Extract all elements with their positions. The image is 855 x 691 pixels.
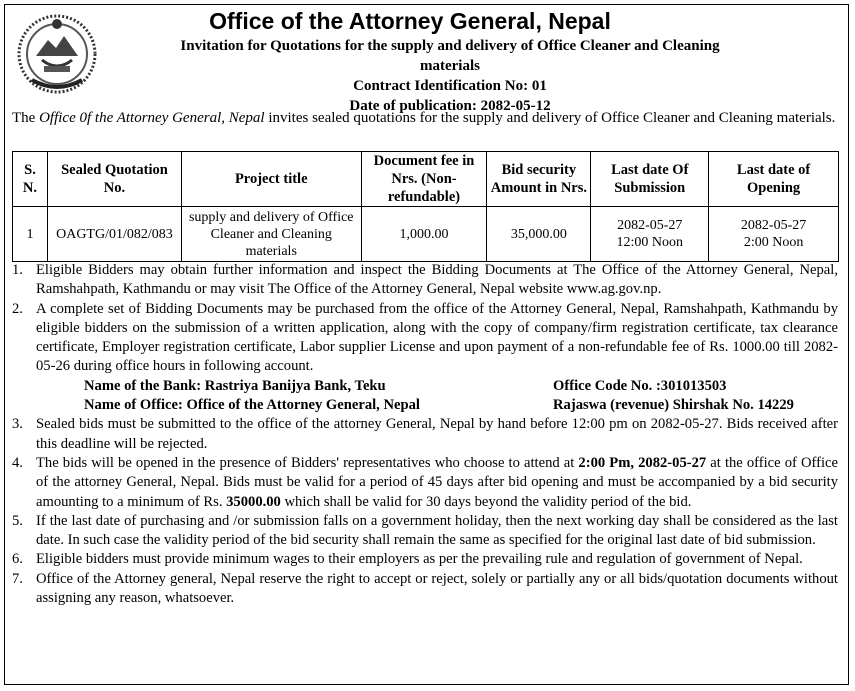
item-text-part: at the office of Office of the attorney General, Nepal. Bids must be valid for a period of 45 days after bid opening and must be accompanied by a bid security amounting to a minimum of Rs. — [36, 454, 839, 510]
cell-bid-security: 35,000.00 — [487, 207, 591, 262]
header-opening-date: Last date of Opening — [709, 152, 839, 207]
cell-opening — [709, 207, 839, 262]
notice-header — [100, 6, 740, 116]
item-text: If the last date of purchasing and /or submission falls on a government holiday, then the next working day shall be considered as the last date. In such case the validity period of the bid security shall remain the same as specified for the original last date of bid submission. — [36, 512, 838, 549]
item-text — [36, 454, 838, 512]
notes-list — [12, 261, 838, 608]
list-item — [12, 550, 838, 569]
list-item — [12, 454, 838, 512]
list-item — [12, 512, 838, 551]
contract-id: Contract Identification No: 01 — [353, 78, 547, 94]
intro-office-name: Office 0f the Attorney General, Nepal — [39, 110, 265, 126]
item-text-part: which shall be valid for 30 days beyond the validity period of the bid. — [280, 493, 692, 510]
item-number: 4. — [12, 454, 23, 471]
item-text: Eligible Bidders may obtain further information and inspect the Bidding Documents at The Office of the Attorney General, Nepal, Ramshahpath, Kathmandu or may visit The Office of the Attorney General, Nepal website www.ag.gov.np. — [36, 262, 838, 298]
cell-quotation-no: OAGTG/01/082/083 — [47, 207, 181, 262]
cell-document-fee: 1,000.00 — [361, 207, 487, 262]
table-row — [13, 207, 839, 262]
header-sn: S. N. — [13, 152, 48, 207]
opening-date: 2082-05-27 — [740, 218, 807, 233]
bank-details-row — [12, 396, 838, 415]
item-text: A complete set of Bidding Documents may be purchased from the office of the Attorney General, Nepal, Ramshahpath, Kathmandu by eligible bidders on the submission of a written application, along with the copy of company/firm registration certificate, tax clearance certificate, Employer registration certificate, Labor supplier License and upon payment of a non-refundable fee of Rs. 1000.00 till 2082-05-26 during office hours in following account. — [36, 300, 838, 375]
list-item — [12, 570, 838, 609]
item-number: 1. — [12, 262, 23, 278]
item-number: 2. — [12, 300, 23, 317]
item-text-part: The bids will be opened in the presence of Bidders' representatives who choose to attend at — [36, 454, 579, 471]
item-text: Sealed bids must be submitted to the office of the attorney General, Nepal by hand before 12:00 pm on 2082-05-27. Bids received after this deadline will be rejected. — [36, 416, 838, 452]
cell-project-title: supply and delivery of Office Cleaner and Cleaning materials — [181, 207, 361, 262]
bid-security-bold: 35000.00 — [226, 493, 281, 510]
header-quotation-no: Sealed Quotation No. — [47, 152, 181, 207]
submission-time: 12:00 Noon — [616, 235, 683, 250]
bank-name: Name of the Bank: Rastriya Banijya Bank, Teku — [84, 377, 386, 394]
header-submission-date: Last date Of Submission — [591, 152, 709, 207]
quotation-table — [12, 151, 839, 262]
intro-paragraph — [12, 108, 838, 128]
header-bid-security: Bid security Amount in Nrs. — [487, 152, 591, 207]
header-project-title: Project title — [181, 152, 361, 207]
intro-text-start: The — [12, 110, 40, 126]
revenue-heading: Rajaswa (revenue) Shirshak No. 14229 — [553, 397, 794, 414]
item-number: 7. — [12, 570, 23, 587]
cell-sn: 1 — [13, 207, 48, 262]
table-header-row — [13, 152, 839, 207]
header-document-fee: Document fee in Nrs. (Non-refundable) — [361, 152, 487, 207]
list-item — [12, 261, 838, 300]
item-text: Office of the Attorney general, Nepal reserve the right to accept or reject, solely or partially any or all bids/quotation documents without assigning any reason, whatsoever. — [36, 570, 838, 607]
opening-datetime-bold: 2:00 Pm, 2082-05-27 — [578, 454, 707, 471]
list-item — [12, 415, 838, 454]
office-code: Office Code No. :301013503 — [553, 377, 727, 394]
opening-time: 2:00 Noon — [743, 235, 804, 250]
notice-subtitle: Invitation for Quotations for the supply and delivery of Office Cleaner and Cleaning materials — [180, 38, 720, 74]
item-number: 6. — [12, 551, 23, 568]
publication-date: Date of publication: 2082-05-12 — [349, 98, 551, 114]
bank-details-row — [12, 377, 838, 396]
office-title: Office of the Attorney General, Nepal — [209, 8, 611, 34]
office-name: Name of Office: Office of the Attorney General, Nepal — [84, 397, 420, 414]
item-text: Eligible bidders must provide minimum wages to their employers as per the prevailing rule and regulation of government of Nepal. — [36, 551, 803, 568]
item-number: 3. — [12, 416, 23, 433]
item-number: 5. — [12, 512, 23, 529]
list-item — [12, 300, 838, 377]
intro-text-end: invites sealed quotations for the supply and delivery of Office Cleaner and Cleaning materials. — [264, 110, 836, 126]
submission-date: 2082-05-27 — [617, 218, 683, 233]
cell-submission — [591, 207, 709, 262]
